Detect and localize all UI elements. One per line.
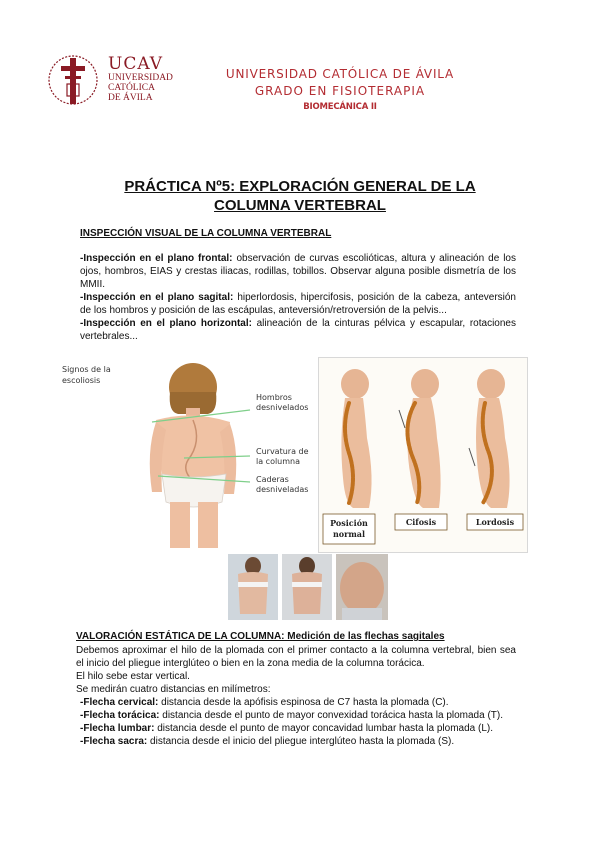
label-normal-2: normal: [332, 529, 366, 539]
item-text: distancia desde el punto de mayor convexidad torácica hasta la plomada (T).: [159, 710, 504, 721]
flecha-item: [76, 696, 516, 709]
item-label: -Inspección en el plano sagital:: [80, 292, 234, 303]
valoracion-paragraph-3: Se medirán cuatro distancias en milímetros:: [76, 684, 271, 695]
page-title: [80, 177, 520, 215]
figure-normal: [341, 369, 372, 508]
header-course: BIOMECÁNICA II: [303, 102, 377, 112]
inspection-item: [80, 317, 516, 343]
valoracion-body: [76, 644, 516, 748]
item-label: -Flecha sacra:: [80, 736, 148, 747]
inspection-list: [80, 252, 516, 343]
logo-line-3: DE ÁVILA: [108, 93, 153, 103]
label-normal-1: Posición: [330, 518, 368, 528]
label-curvature-1: Curvatura de: [256, 447, 309, 456]
label-curvature-2: la columna: [256, 457, 301, 466]
header-university: UNIVERSIDAD CATÓLICA DE ÁVILA: [225, 67, 455, 81]
valoracion-paragraph-2: El hilo sebe estar vertical.: [76, 671, 190, 682]
flecha-item: [76, 722, 516, 735]
valoracion-heading: [76, 631, 516, 642]
inspection-heading: INSPECCIÓN VISUAL DE LA COLUMNA VERTEBRAL: [80, 228, 332, 239]
logo-line-2: CATÓLICA: [108, 83, 155, 93]
header-degree: GRADO EN FISIOTERAPIA: [254, 84, 426, 98]
item-label: -Flecha cervical:: [80, 697, 159, 708]
inspection-item: [80, 291, 516, 317]
document-header: [190, 66, 490, 114]
label-kyphosis: Cifosis: [405, 517, 437, 527]
item-label: -Flecha torácica:: [80, 710, 160, 721]
spinal-curves-figure: [318, 357, 528, 553]
label-hips-2: desniveladas: [256, 485, 309, 494]
figure-kyphosis: [399, 369, 441, 508]
item-text: distancia desde la apófisis espinosa de C7 hasta la plomada (C).: [158, 697, 449, 708]
label-shoulders-2: desnivelados: [256, 403, 309, 412]
logo-wordmark: [108, 55, 178, 103]
item-label: -Inspección en el plano frontal:: [80, 253, 233, 264]
logo-abbr: UCAV: [108, 54, 164, 74]
item-text: distancia desde el inicio del pliegue interglúteo hasta la plomada (S).: [147, 736, 455, 747]
figure-title-line-1: Signos de la: [62, 365, 111, 374]
label-shoulders-1: Hombros: [256, 393, 292, 402]
scoliosis-signs-figure: [60, 362, 316, 550]
title-line-2: COLUMNA VERTEBRAL: [214, 197, 386, 214]
label-lordosis: Lordosis: [475, 517, 515, 527]
item-text: hiperlordosis, hipercifosis, posición de la cabeza, anteversión de los hombros y posición de las escápulas, anteversión/retroversión de la pelvis...: [80, 292, 516, 316]
valoracion-paragraph-1: Debemos aproximar el hilo de la plomada con el primer contacto a la columna vertebral, bien sea el inicio del pliegue interglúteo o bien en la zona media de la columna torácica.: [76, 645, 516, 669]
item-label: -Flecha lumbar:: [80, 723, 155, 734]
photo-2: [282, 554, 332, 620]
photo-3: [336, 554, 388, 620]
title-line-1: PRÁCTICA Nº5: EXPLORACIÓN GENERAL DE LA: [124, 178, 476, 195]
valoracion-heading-sub: Medición de las flechas sagitales: [284, 631, 445, 642]
inspection-item: [80, 252, 516, 291]
item-text: alineación de la cinturas pélvica y escapular, rotaciones vertebrales...: [80, 318, 516, 342]
flecha-item: [76, 709, 516, 722]
item-text: observación de curvas escolióticas, altura y alineación de los ojos, hombros, EIAS y crestas iliacas, rodillas, tobillos. Observar alguna posible dismetría de los MMII.: [80, 253, 516, 290]
flecha-item: [76, 735, 516, 748]
item-label: -Inspección en el plano horizontal:: [80, 318, 252, 329]
university-seal-logo: [45, 50, 101, 112]
patient-back-photos: [228, 554, 388, 620]
label-hips-1: Caderas: [256, 475, 289, 484]
valoracion-heading-main: VALORACIÓN ESTÁTICA DE LA COLUMNA:: [76, 631, 285, 642]
item-text: distancia desde el punto de mayor concavidad lumbar hasta la plomada (L).: [154, 723, 493, 734]
figure-lordosis: [469, 369, 510, 508]
logo-line-1: UNIVERSIDAD: [108, 73, 173, 83]
figure-title-line-2: escoliosis: [62, 376, 101, 385]
photo-1: [228, 554, 278, 620]
